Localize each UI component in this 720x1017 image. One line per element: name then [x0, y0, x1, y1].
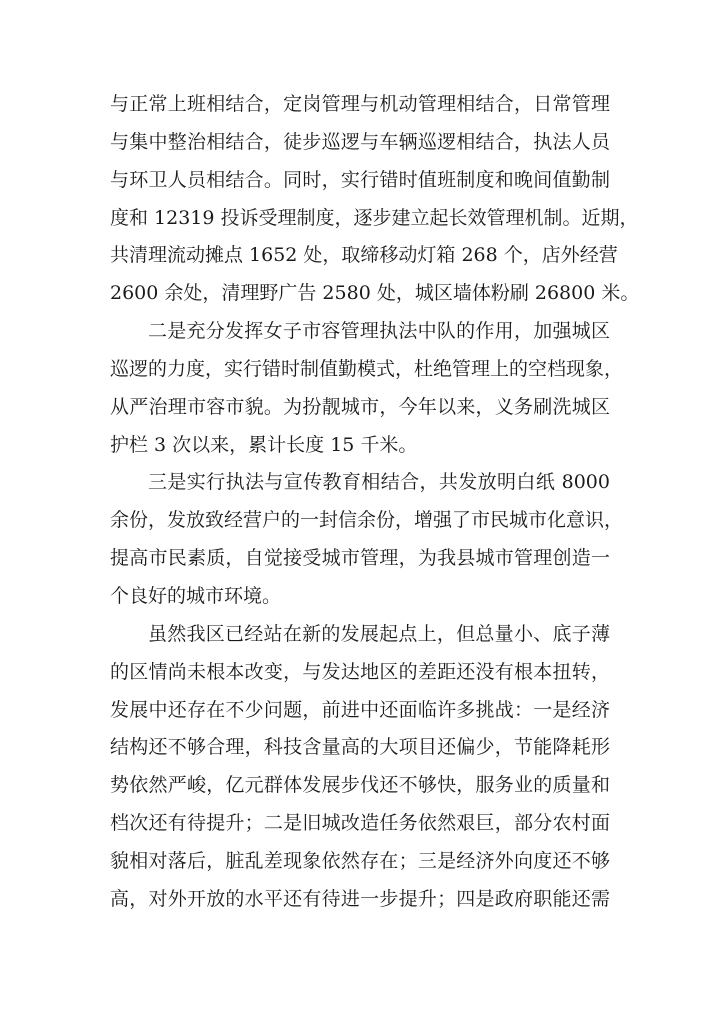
- text-line: 高，对外开放的水平还有待进一步提升；四是政府职能还需: [110, 887, 610, 910]
- text-line: 与正常上班相结合，定岗管理与机动管理相结合，日常管理: [110, 93, 610, 115]
- text-line: 的区情尚未根本改变，与发达地区的差距还没有根本扭转，: [110, 660, 610, 683]
- text-line: 2600 余处，清理野广告 2580 处，城区墙体粉刷 26800 米。: [110, 282, 640, 305]
- text-line: 余份，发放致经营户的一封信余份，增强了市民城市化意识，: [110, 509, 624, 532]
- text-line: 共清理流动摊点 1652 处，取缔移动灯箱 268 个，店外经营: [110, 244, 618, 267]
- body-text: [110, 86, 640, 919]
- text-line: 与环卫人员相结合。同时，实行错时值班制度和晚间值勤制: [110, 168, 610, 191]
- text-line: 度和 12319 投诉受理制度，逐步建立起长效管理机制。近期，: [110, 206, 639, 229]
- paragraph-first-line: 二是充分发挥女子市容管理执法中队的作用，加强城区: [148, 320, 610, 343]
- paragraph-first-line: 三是实行执法与宣传教育相结合，共发放明白纸 8000: [148, 471, 610, 494]
- text-line: 结构还不够合理，科技含量高的大项目还偏少，节能降耗形: [110, 736, 610, 759]
- text-line: 巡逻的力度，实行错时制值勤模式，杜绝管理上的空档现象，: [110, 357, 624, 380]
- text-line: 与集中整治相结合，徒步巡逻与车辆巡逻相结合，执法人员: [110, 130, 610, 153]
- text-line: 发展中还存在不少问题，前进中还面临许多挑战：一是经济: [110, 698, 610, 721]
- text-line: 势依然严峻，亿元群体发展步伐还不够快，服务业的质量和: [110, 774, 610, 797]
- text-line: 档次还有待提升；二是旧城改造任务依然艰巨，部分农村面: [110, 812, 610, 835]
- paragraph-first-line: 虽然我区已经站在新的发展起点上，但总量小、底子薄: [148, 622, 610, 645]
- text-line: 护栏 3 次以来，累计长度 15 千米。: [110, 433, 418, 456]
- text-line: 从严治理市容市貌。为扮靓城市，今年以来，义务刷洗城区: [110, 395, 610, 418]
- text-line: 提高市民素质，自觉接受城市管理，为我县城市管理创造一: [110, 547, 610, 570]
- text-line: 貌相对落后，脏乱差现象依然存在；三是经济外向度还不够: [110, 849, 610, 872]
- text-line: 个良好的城市环境。: [110, 584, 282, 607]
